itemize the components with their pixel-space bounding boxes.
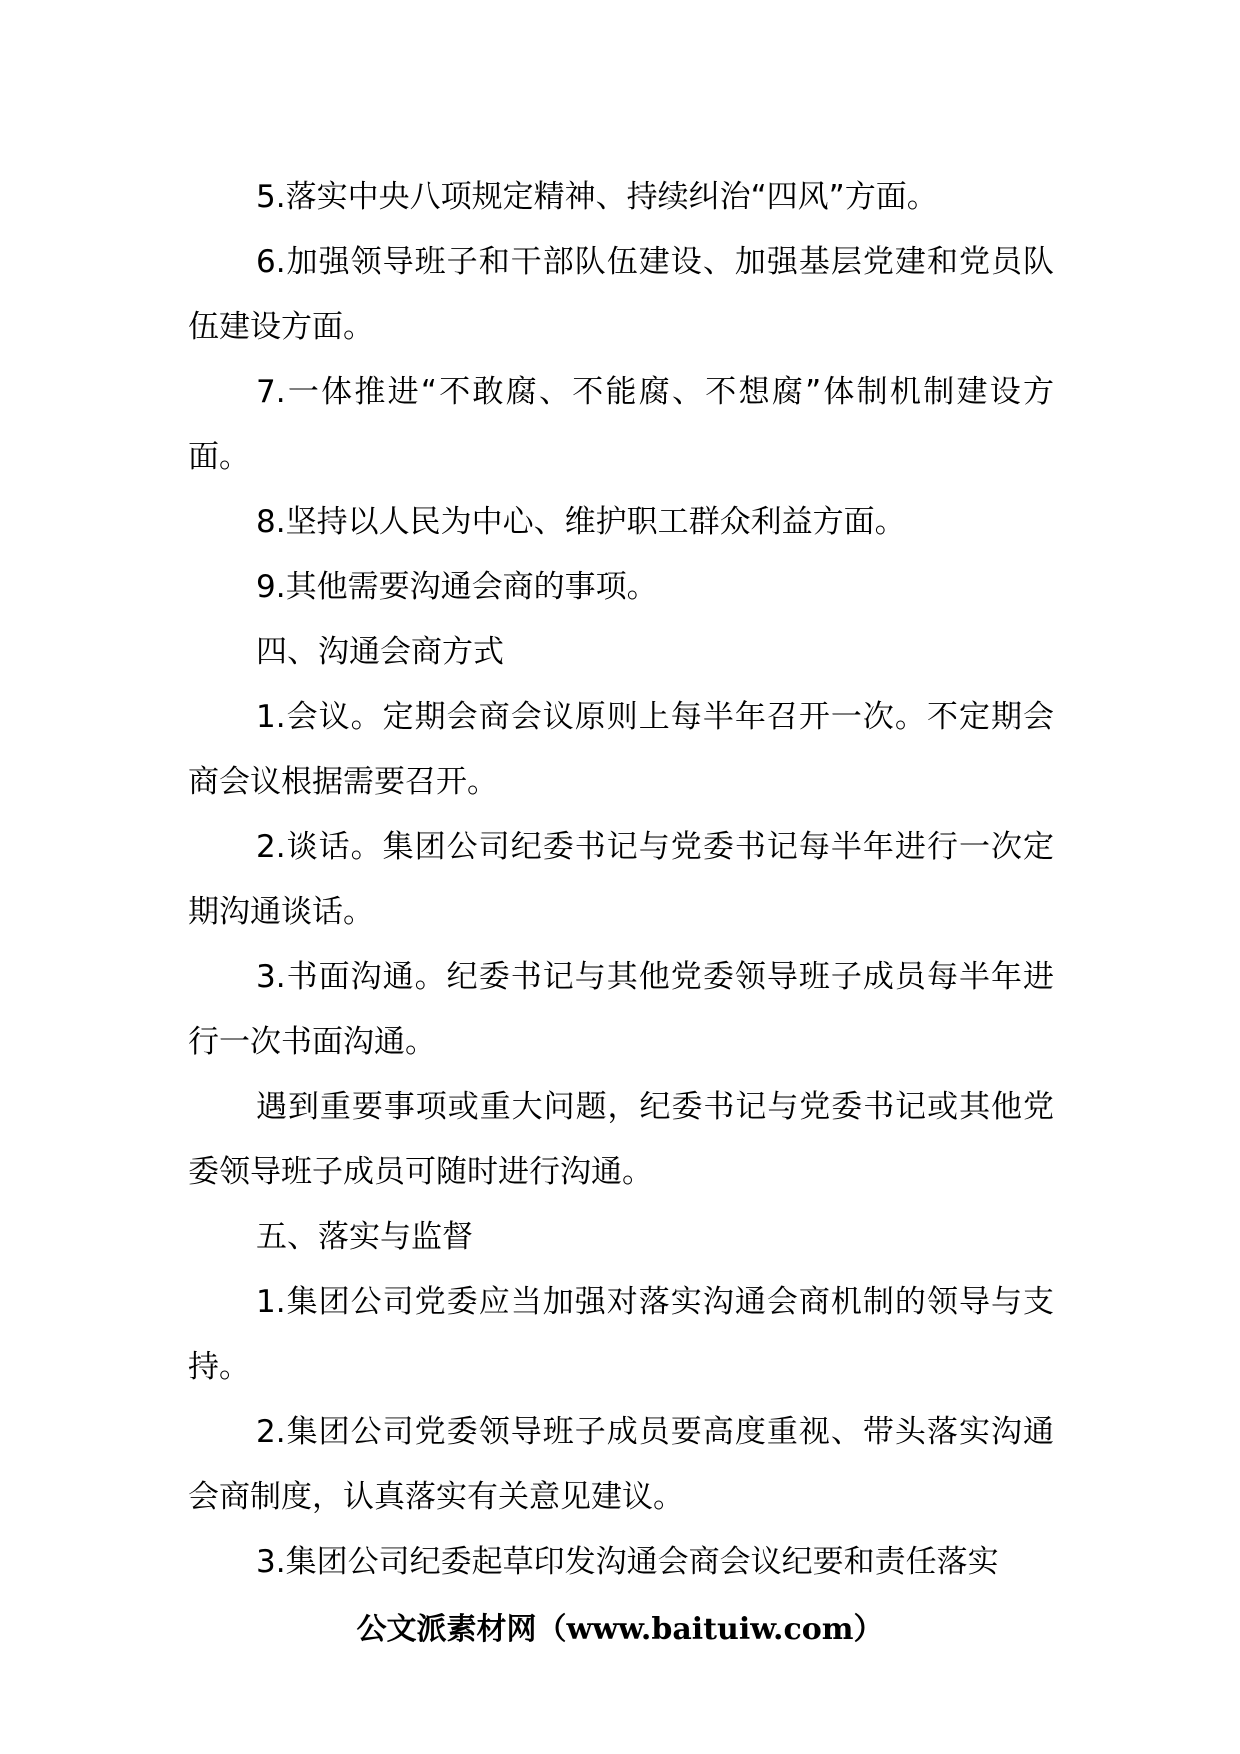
paragraph-urgent-matters: 遇到重要事项或重大问题，纪委书记与党委书记或其他党委领导班子成员可随时进行沟通。: [188, 1089, 1054, 1190]
paragraph-item-7: 7.一体推进“不敢腐、不能腐、不想腐”体制机制建设方面。: [188, 374, 1054, 475]
paragraph-implementation-2: 2.集团公司党委领导班子成员要高度重视、带头落实沟通会商制度，认真落实有关意见建议。: [188, 1414, 1054, 1515]
section-heading-communication-methods: 四、沟通会商方式: [256, 634, 504, 670]
paragraph-item-6: 6.加强领导班子和干部队伍建设、加强基层党建和党员队伍建设方面。: [188, 244, 1054, 345]
paragraph-method-meeting: 1.会议。定期会商会议原则上每半年召开一次。不定期会商会议根据需要召开。: [188, 699, 1054, 800]
footer-watermark: 公文派素材网（www.baituiw.com）: [356, 1612, 884, 1647]
paragraph-method-talk: 2.谈话。集团公司纪委书记与党委书记每半年进行一次定期沟通谈话。: [188, 829, 1054, 930]
paragraph-item-9: 9.其他需要沟通会商的事项。: [256, 569, 658, 605]
document-body: [188, 165, 1054, 1595]
paragraph-item-5: 5.落实中央八项规定精神、持续纠治“四风”方面。: [256, 179, 938, 215]
paragraph-implementation-3: 3.集团公司纪委起草印发沟通会商会议纪要和责任落实: [256, 1544, 999, 1580]
paragraph-item-8: 8.坚持以人民为中心、维护职工群众利益方面。: [256, 504, 906, 540]
paragraph-method-written: 3.书面沟通。纪委书记与其他党委领导班子成员每半年进行一次书面沟通。: [188, 959, 1054, 1060]
section-heading-implementation: 五、落实与监督: [256, 1219, 473, 1255]
paragraph-implementation-1: 1.集团公司党委应当加强对落实沟通会商机制的领导与支持。: [188, 1284, 1054, 1385]
